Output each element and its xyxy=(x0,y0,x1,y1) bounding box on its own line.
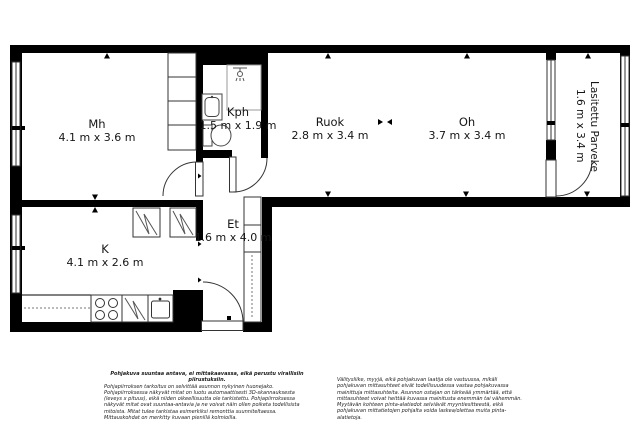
measurement-triangle xyxy=(198,278,202,283)
wardrobe-icon xyxy=(168,53,196,150)
wall-balcony-top-stub xyxy=(546,45,556,60)
door-kph xyxy=(230,157,268,192)
measurement-triangles xyxy=(92,53,591,320)
measurement-mark xyxy=(227,316,231,320)
door-mh xyxy=(163,162,203,196)
measurement-triangle xyxy=(464,53,470,59)
room-name: Et xyxy=(227,217,239,231)
sink-icon xyxy=(148,295,173,322)
room-name: Oh xyxy=(458,115,476,129)
closet-k-icon xyxy=(133,208,196,237)
measurement-triangle xyxy=(387,119,392,125)
room-label-et xyxy=(195,218,272,244)
wall-bottom-left-a xyxy=(10,322,202,332)
disclaimer-left xyxy=(104,371,310,421)
room-dims: 2.8 m x 3.4 m xyxy=(291,129,369,142)
measurement-triangle xyxy=(378,119,383,125)
room-dims: 1.6 m x 4.0 m xyxy=(194,231,272,244)
room-dims: 1.6 m x 3.4 m xyxy=(574,89,586,163)
disclaimer-title: Pohjakuva suuntaa antava, ei mittakaavassa, eikä perustu virallisiin piirustuksiin. xyxy=(110,371,304,384)
hall-closet-icon xyxy=(244,197,261,322)
window-mh xyxy=(12,62,25,166)
room-name: Lasitettu Parveke xyxy=(588,80,600,172)
room-name: Mh xyxy=(88,117,106,131)
window-oh-balcony xyxy=(547,60,555,140)
measurement-triangle xyxy=(325,192,331,198)
wall-top xyxy=(10,45,630,53)
wall-top-thick xyxy=(196,45,268,65)
room-label-parveke xyxy=(571,52,601,200)
stove-icon xyxy=(91,295,122,322)
room-name: Ruok xyxy=(315,115,345,129)
wall-balcony-mid xyxy=(546,140,556,160)
walls xyxy=(10,45,630,332)
window-balcony-glazing xyxy=(621,56,629,196)
fixtures xyxy=(22,53,261,322)
room-label-mh xyxy=(59,118,136,144)
measurement-triangle xyxy=(104,53,110,59)
wall-mh-k xyxy=(10,200,203,207)
room-dims: 4.1 m x 3.6 m xyxy=(58,131,136,144)
measurement-triangle xyxy=(92,195,98,201)
room-name: K xyxy=(101,242,109,256)
wall-kph-right xyxy=(261,45,268,158)
wall-k-et-block xyxy=(173,290,203,322)
room-dims: 3.7 m x 3.4 m xyxy=(428,129,506,142)
disclaimer-right-body: Välitysliike, myyjä, eikä pohjakuvan laatija ole vastuussa, mikäli pohjakuvan mittasuhteet eivät todellisuudessa vastaa pohjakuvassa mainittuja mittasuhteita. Asunnon ostajan on tärkeää ymmärtää, että mittasuhteet voivat heittää kuvassa mainitusta enemmän tai vähemmän. Myytävän kohteen pinta-alatiedot selviävät myyntiesitteestä, eikä pohjakuvan mittatietojen pohjalta voida laskea/olettaa muita pinta-alatietoja. xyxy=(337,377,523,421)
disclaimer-right xyxy=(337,377,527,421)
room-dims: 4.1 m x 2.6 m xyxy=(66,256,144,269)
measurement-triangle xyxy=(92,207,98,213)
kitchen-counter xyxy=(22,295,173,322)
measurement-triangle xyxy=(463,192,469,198)
room-name: Kph xyxy=(226,105,250,119)
door-entrance xyxy=(202,282,244,331)
measurement-triangle xyxy=(325,53,331,59)
room-label-oh xyxy=(429,116,506,142)
room-dims: 1.5 m x 1.9 m xyxy=(199,119,277,132)
room-label-ruok xyxy=(292,116,369,142)
window-k xyxy=(12,215,25,293)
room-label-kph xyxy=(200,106,277,132)
room-label-k xyxy=(67,243,144,269)
wall-kph-bottom xyxy=(196,150,232,158)
disclaimer-left-body: Pohjapiirroksen tarkoitus on selvittää asunnon nykyinen huonejako. Pohjapiirroksessa näkyvät mitat on luotu automaattisesti 3D-skannauksesta (leveys x pituus), eikä niiden oikeellisuutta ole tarkistettu. Pohjapiirroksessa näkyvät mitat ovat suuntaa-antavia ja ne voivat näin ollen poiketa todellisista mitoista. Mitat tulee tarkistaa esimerkiksi remonttia suunniteltaessa. Mittauskohdat on merkitty kuvaan pienillä kolmioilla. xyxy=(104,383,300,422)
dishwasher-icon xyxy=(122,295,148,322)
shower-icon xyxy=(227,65,261,110)
